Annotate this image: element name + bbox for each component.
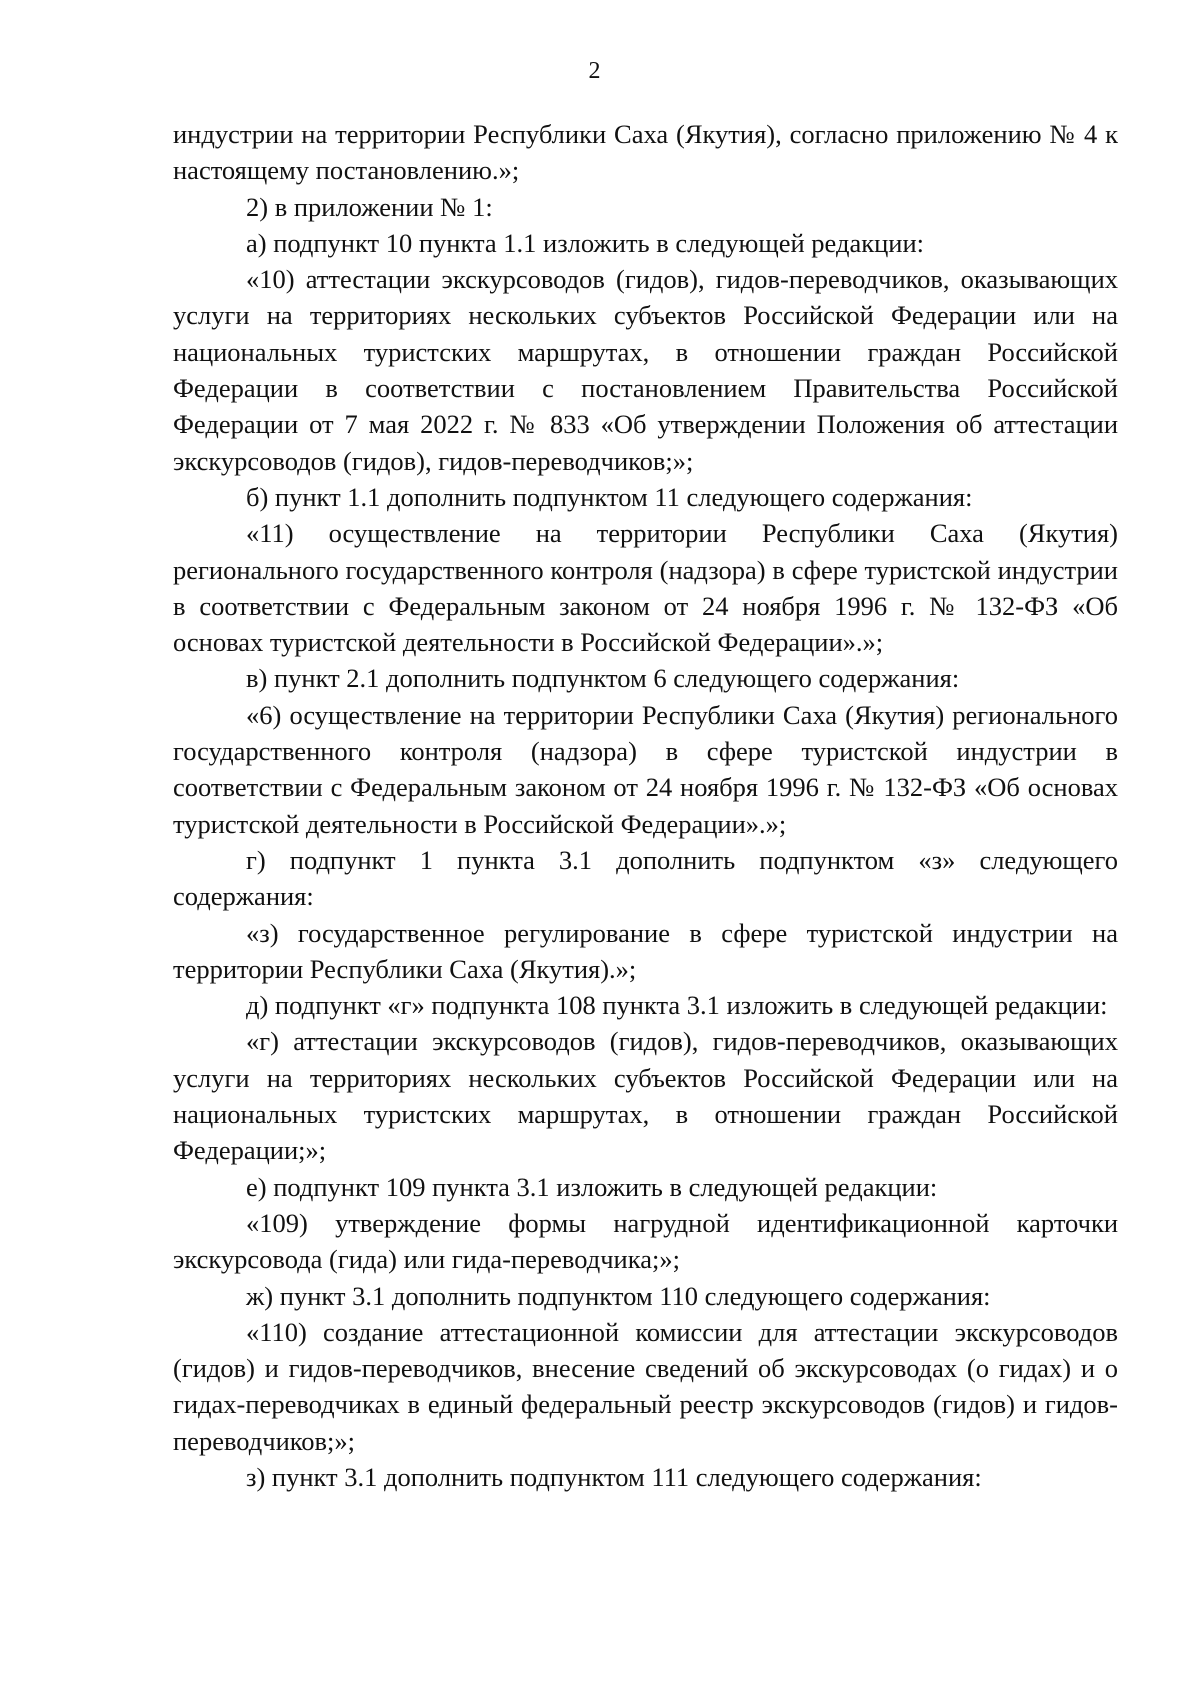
- paragraph: з) пункт 3.1 дополнить подпунктом 111 следующего содержания:: [246, 1461, 982, 1492]
- paragraph: «10) аттестации экскурсоводов (гидов), гидов-переводчиков, оказывающих услуги на территориях нескольких субъектов Российской Федерации или на национальных туристских маршрутах, в отношении граждан Российской Федерации в соответствии с постановлением Правительства Российской Федерации от 7 мая 2022 г. № 833 «Об утверждении Положения об аттестации экскурсоводов (гидов), гидов-переводчиков;»;: [173, 264, 1118, 476]
- paragraph: в) пункт 2.1 дополнить подпунктом 6 следующего содержания:: [246, 663, 960, 694]
- paragraph: ж) пункт 3.1 дополнить подпунктом 110 следующего содержания:: [246, 1280, 991, 1311]
- paragraph: а) подпункт 10 пункта 1.1 изложить в следующей редакции:: [246, 227, 924, 258]
- paragraph: «110) создание аттестационной комиссии для аттестации экскурсоводов (гидов) и гидов-переводчиков, внесение сведений об экскурсоводах (о гидах) и о гидах-переводчиках в единый федеральный реестр экскурсоводов (гидов) и гидов-переводчиков;»;: [173, 1316, 1118, 1456]
- paragraph: е) подпункт 109 пункта 3.1 изложить в следующей редакции:: [246, 1171, 938, 1202]
- document-body: [173, 116, 1118, 1495]
- paragraph: 2) в приложении № 1:: [246, 191, 493, 222]
- paragraph: «г) аттестации экскурсоводов (гидов), гидов-переводчиков, оказывающих услуги на территориях нескольких субъектов Российской Федерации или на национальных туристских маршрутах, в отношении граждан Российской Федерации;»;: [173, 1026, 1118, 1166]
- paragraph: г) подпункт 1 пункта 3.1 дополнить подпунктом «з» следующего содержания:: [173, 844, 1118, 912]
- paragraph: «109) утверждение формы нагрудной идентификационной карточки экскурсовода (гида) или гида-переводчика;»;: [173, 1207, 1118, 1275]
- paragraph: индустрии на территории Республики Саха (Якутия), согласно приложению № 4 к настоящему постановлению.»;: [173, 119, 1118, 186]
- paragraph: «11) осуществление на территории Республики Саха (Якутия) регионального государственного контроля (надзора) в сфере туристской индустрии в соответствии с Федеральным законом от 24 ноября 1996 г. № 132-ФЗ «Об основах туристской деятельности в Российской Федерации».»;: [173, 518, 1118, 658]
- page-number: 2: [588, 58, 601, 84]
- paragraph: б) пункт 1.1 дополнить подпунктом 11 следующего содержания:: [246, 481, 973, 512]
- paragraph: д) подпункт «г» подпункта 108 пункта 3.1 изложить в следующей редакции:: [246, 990, 1108, 1021]
- paragraph: «з) государственное регулирование в сфере туристской индустрии на территории Республики Саха (Якутия).»;: [173, 917, 1118, 984]
- paragraph: «6) осуществление на территории Республики Саха (Якутия) регионального государственного контроля (надзора) в сфере туристской индустрии в соответствии с Федеральным законом от 24 ноября 1996 г. № 132-ФЗ «Об основах туристской деятельности в Российской Федерации».»;: [173, 699, 1118, 839]
